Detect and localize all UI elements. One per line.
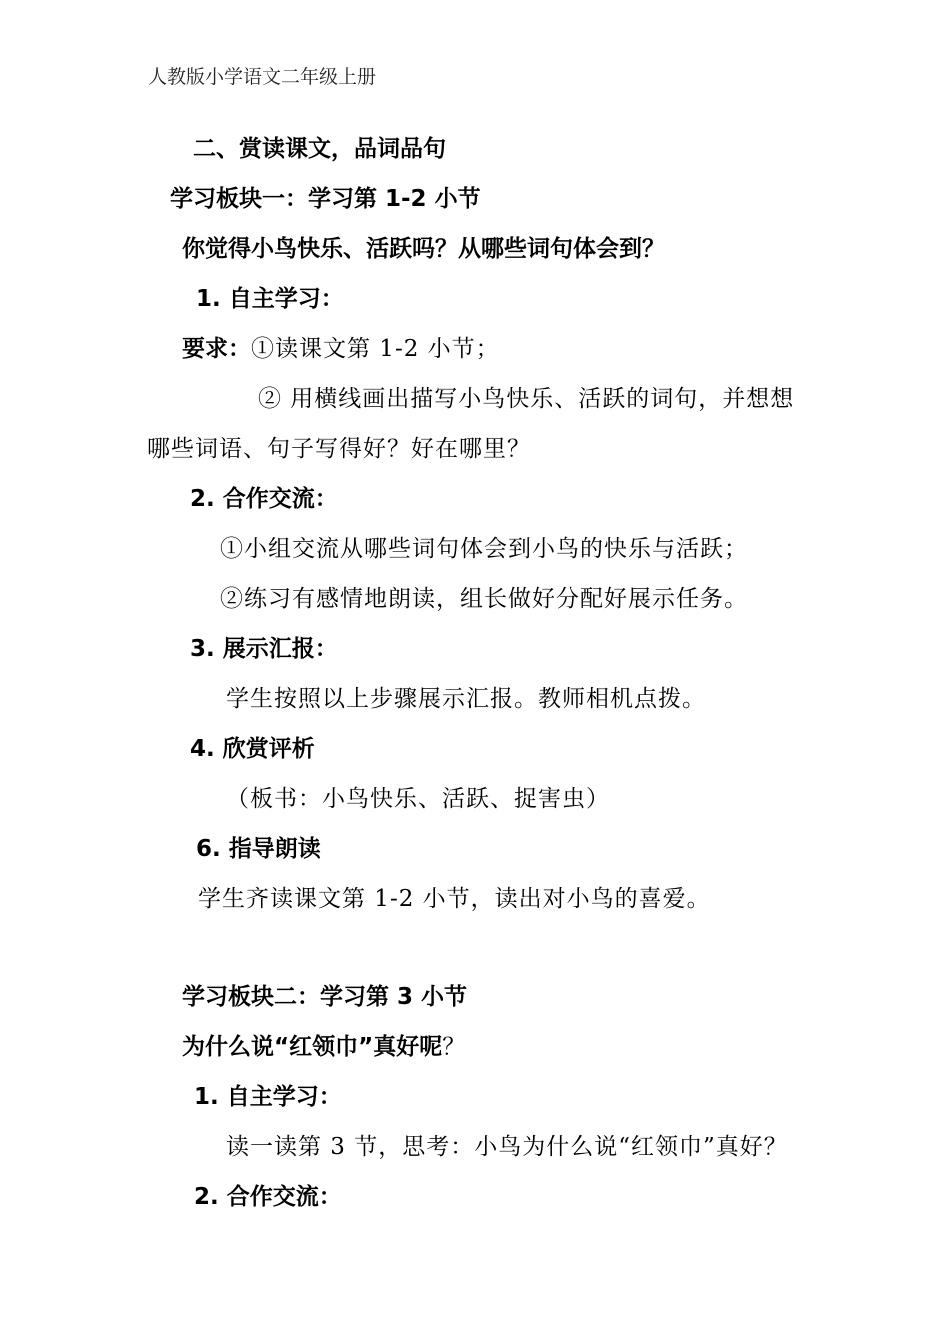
block2-step1-title: 1. 自主学习：: [194, 1084, 342, 1110]
requirement-item-2: ② 用横线画出描写小鸟快乐、活跃的词句，并想想: [258, 386, 795, 412]
page-header: 人教版小学语文二年级上册: [148, 66, 377, 88]
block1-title: 学习板块一：学习第 1-2 小节: [170, 186, 481, 212]
block1-step1-title: 1. 自主学习：: [196, 286, 344, 312]
section-heading: 二、赏读课文，品词品句: [193, 136, 446, 162]
block1-step2-title: 2. 合作交流：: [190, 486, 338, 512]
block1-step6-title: 6. 指导朗读: [196, 836, 321, 862]
requirement-label: 要求：: [182, 336, 251, 362]
block1-step3-text: 学生按照以上步骤展示汇报。教师相机点拨。: [226, 686, 706, 712]
block2-question: [182, 1036, 466, 1059]
block2-step2-title: 2. 合作交流：: [194, 1184, 342, 1210]
block1-step2-item-2: ②练习有感情地朗读，组长做好分配好展示任务。: [220, 586, 748, 612]
requirement-item-1: ①读课文第 1-2 小节；: [251, 336, 500, 362]
block1-step4-title: 4. 欣赏评析: [190, 736, 315, 762]
block1-step3-title: 3. 展示汇报：: [190, 636, 338, 662]
block1-step4-text: （板书：小鸟快乐、活跃、捉害虫）: [226, 786, 610, 812]
block2-question-main: 为什么说“红领巾”真好呢: [182, 1034, 443, 1060]
block1-step6-text: 学生齐读课文第 1-2 小节，读出对小鸟的喜爱。: [198, 886, 711, 912]
block2-step1-text: 读一读第 3 节，思考：小鸟为什么说“红领巾”真好？: [226, 1134, 788, 1160]
block1-step2-item-1: ①小组交流从哪些词句体会到小鸟的快乐与活跃；: [220, 536, 748, 562]
block1-question: 你觉得小鸟快乐、活跃吗？从哪些词句体会到？: [182, 236, 665, 262]
requirement-line: [182, 338, 500, 361]
requirement-item-2-continued: 哪些词语、句子写得好？好在哪里？: [147, 436, 531, 462]
block2-question-mark: ？: [442, 1034, 467, 1060]
block2-title: 学习板块二：学习第 3 小节: [182, 984, 468, 1010]
